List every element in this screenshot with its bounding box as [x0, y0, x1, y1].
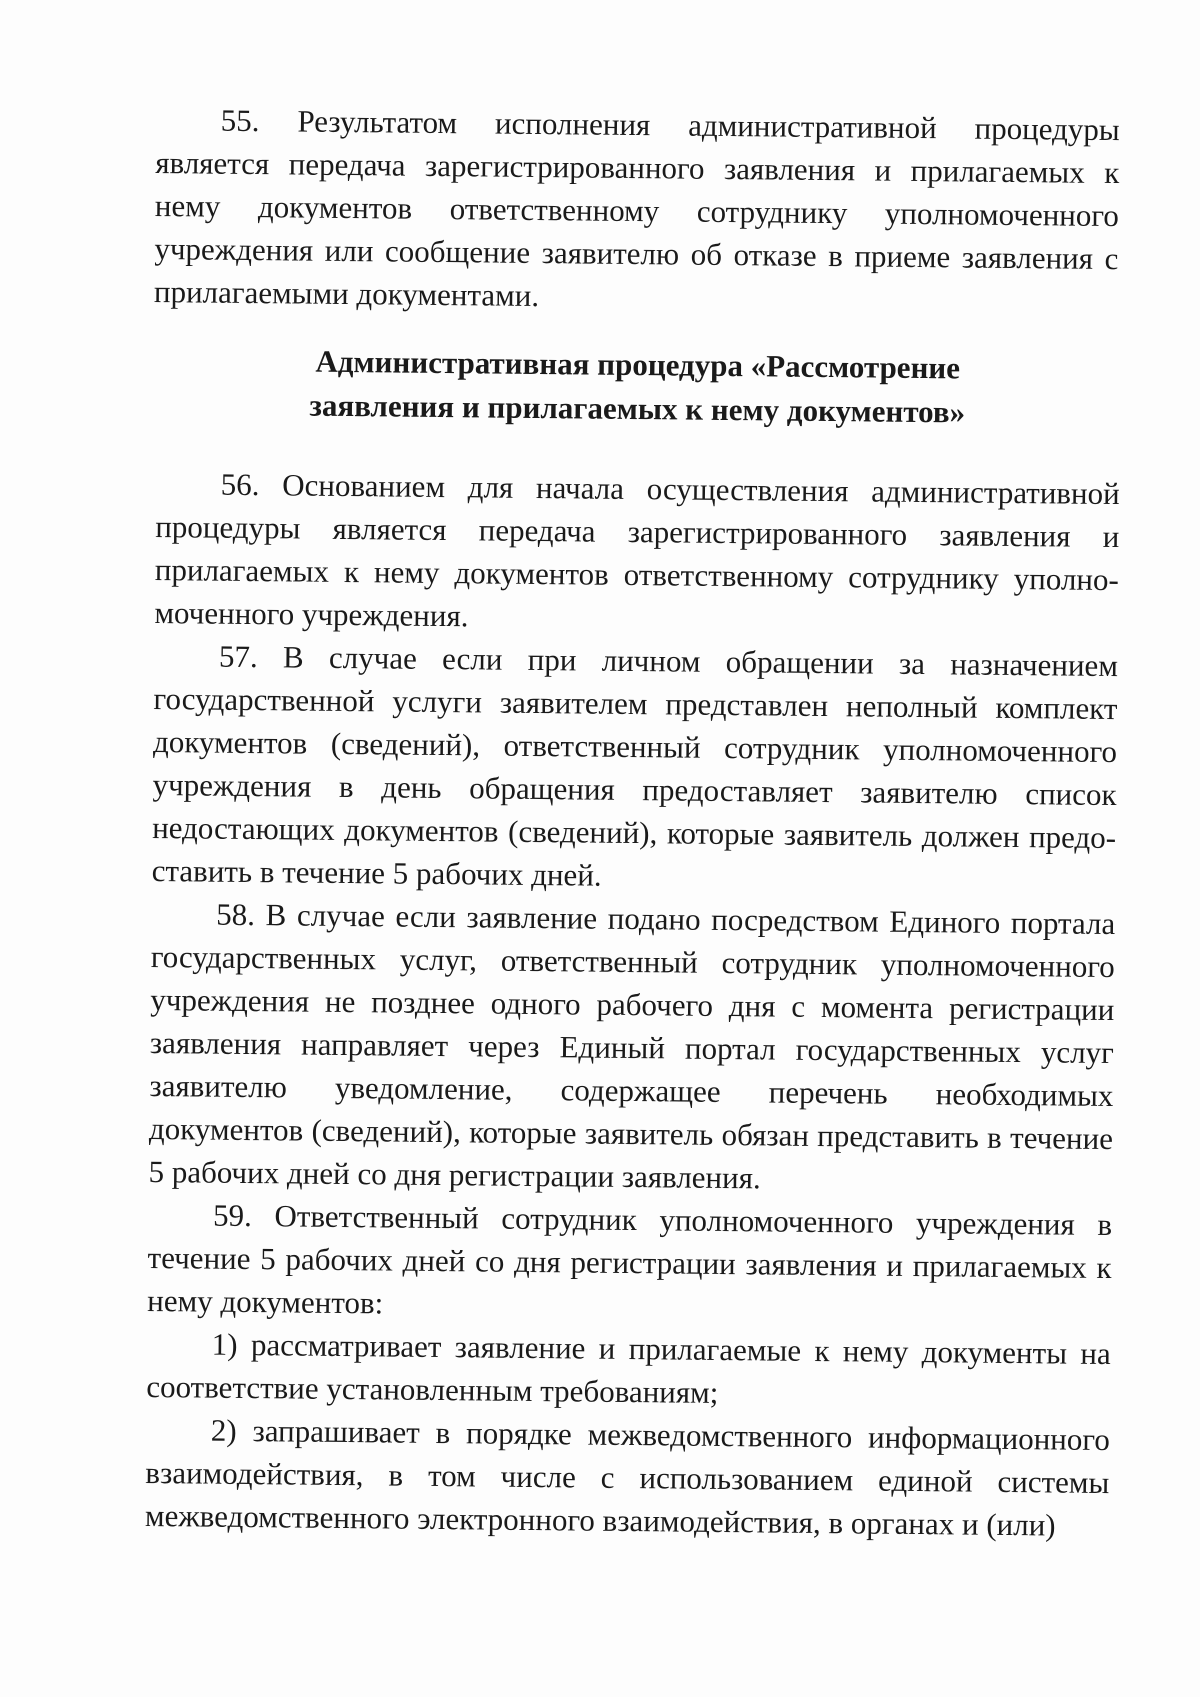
heading-line-2: заявления и прилагаемых к нему документов»: [309, 387, 966, 430]
paragraph-58: 58. В случае если заявление подано посредством Единого портала государственных услуг, ответственный сотрудник уполномоченного учреждения не позднее одного рабочего дня с момента регистрации заявления направляет через Единый портал государственных услуг заявителю уведомление, содержащее перечень необходимых документов (сведений), которые заявитель обязан представить в течение 5 рабочих дней со дня регистрации заявления.: [148, 896, 1116, 1196]
paragraph-59: 59. Ответственный сотрудник уполномоченного учреждения в течение 5 рабочих дней со дня регистрации заявления и прилагаемых к нему документов:: [147, 1197, 1113, 1321]
top-section: [154, 98, 1120, 323]
list-item-1: 1) рассматривает заявление и прилагаемые к нему документы на соответствие установленным требованиям;: [146, 1326, 1111, 1410]
paragraph-56: 56. Основанием для начала осуществления административной процедуры является передача зарегистрированного заявления и прилагаемых к нему документов ответственному сотруднику уполно-моченного учреждения.: [154, 466, 1120, 634]
paragraph-57: 57. В случае если при личном обращении за назначением государственной услуги заявителем представлен неполный комплект документов (сведений), ответственный сотрудник уполномоченного учреждения в день обращения предоставляет заявителю список недостающих документов (сведений), которые заявитель должен предо-ставить в течение 5 рабочих дней.: [151, 638, 1119, 893]
heading-line-1: Административная процедура «Рассмотрение: [315, 343, 961, 386]
main-section: [145, 462, 1120, 1547]
list-item-2: 2) запрашивает в порядке межведомственного информационного взаимодействия, в том числе с использованием единой системы межведомственного электронного взаимодействия, в органах и (или): [144, 1412, 1110, 1543]
section-heading: [155, 338, 1120, 436]
paragraph-55: 55. Результатом исполнения административной процедуры является передача зарегистрированного заявления и прилагаемых к нему документов ответственному сотруднику уполномоченного учреждения или сообщение заявителю об отказе в приеме заявления с прилагаемыми документами.: [153, 102, 1120, 314]
